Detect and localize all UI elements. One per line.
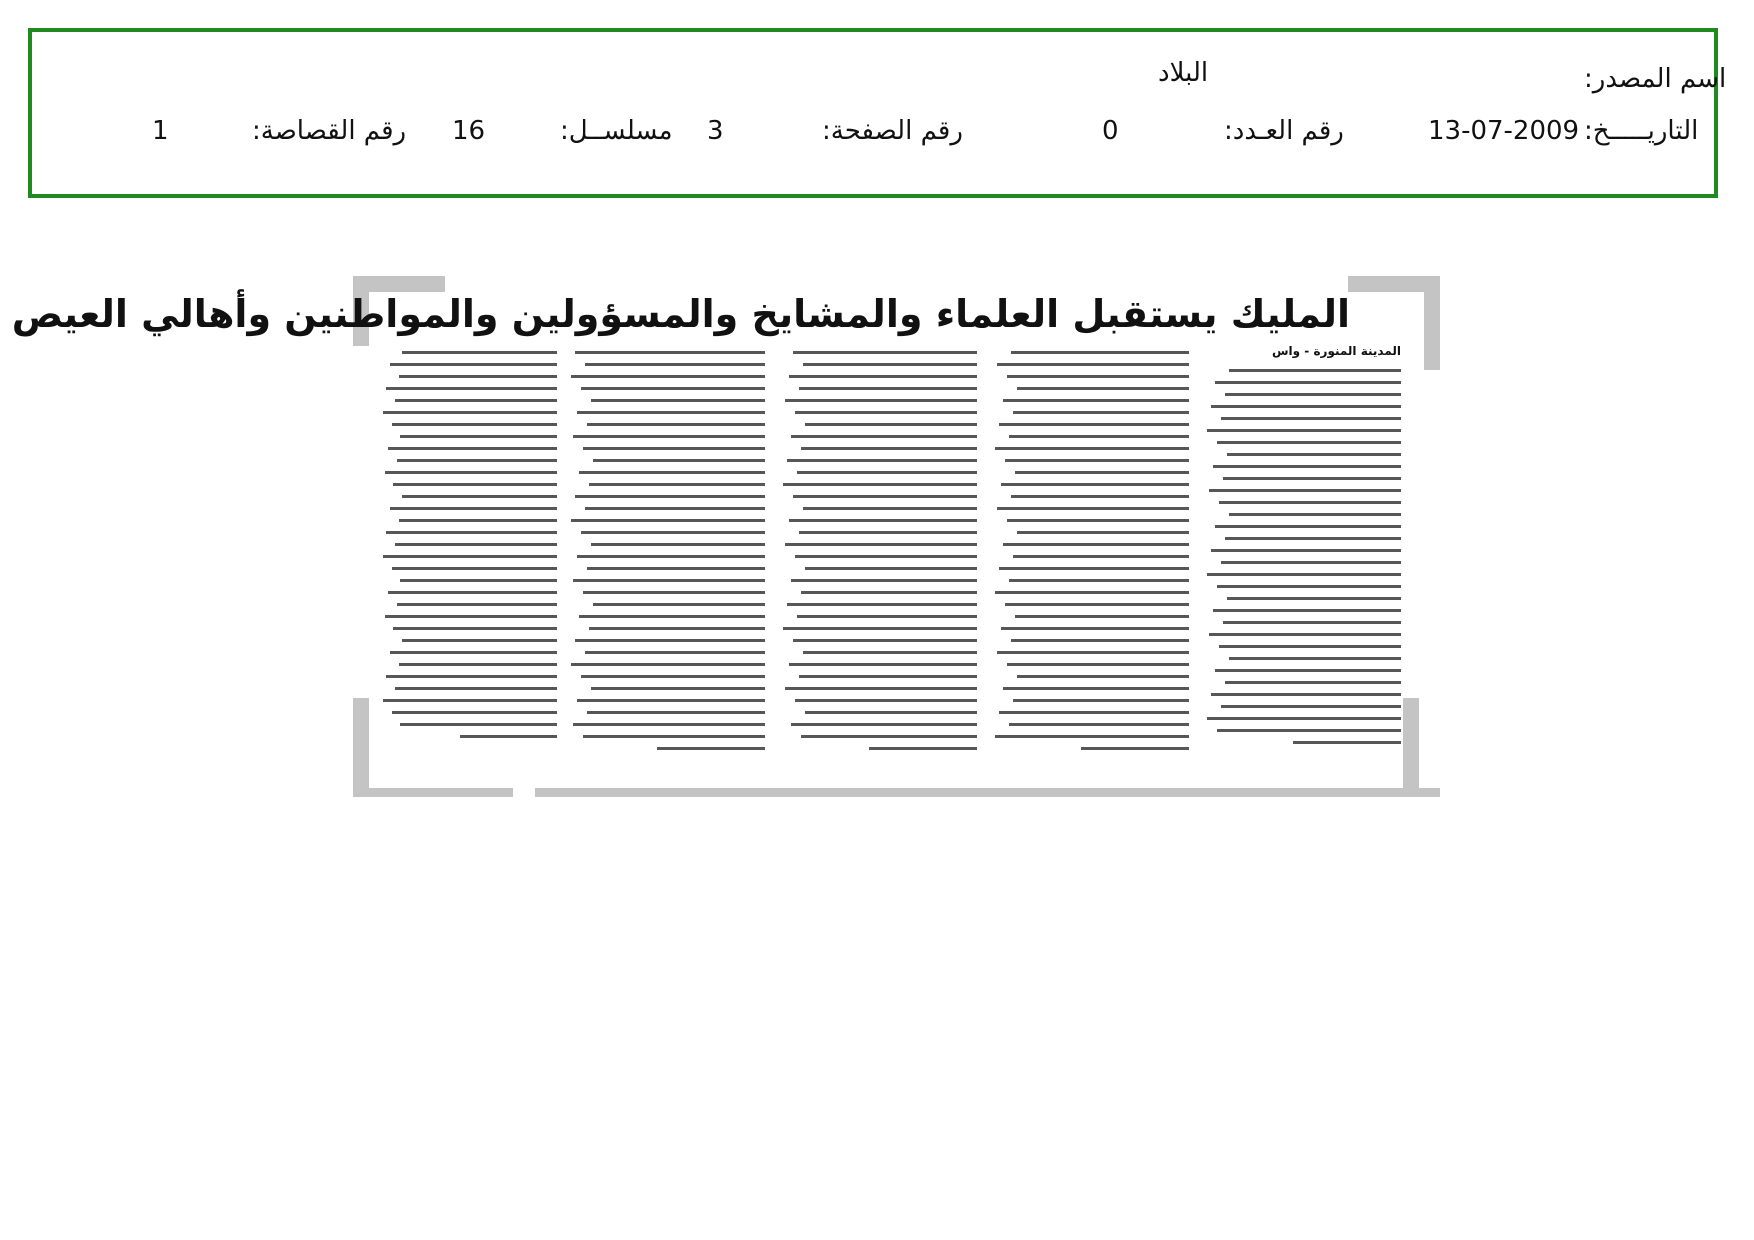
body-text-line	[995, 735, 1189, 738]
body-text-line	[1017, 387, 1189, 390]
body-text-line	[793, 495, 977, 498]
body-text-line	[393, 483, 557, 486]
body-text-line	[393, 627, 557, 630]
body-text-line	[799, 531, 977, 534]
body-text-line	[1215, 669, 1401, 672]
body-text-line	[783, 483, 977, 486]
body-text-line	[399, 663, 557, 666]
serial-label: مسلســل:	[560, 116, 673, 146]
body-text-line	[999, 423, 1189, 426]
body-text-line	[1003, 687, 1189, 690]
body-text-line	[803, 363, 977, 366]
body-text-line	[386, 531, 557, 534]
body-text-line	[1293, 741, 1401, 744]
body-text-line	[577, 699, 765, 702]
article-column-3	[781, 342, 977, 762]
body-text-line	[571, 663, 765, 666]
body-text-line	[997, 363, 1189, 366]
body-text-line	[1219, 645, 1401, 648]
body-text-line	[585, 507, 765, 510]
body-text-line	[787, 459, 977, 462]
body-text-line	[591, 687, 765, 690]
body-text-line	[1015, 471, 1189, 474]
body-text-line	[1219, 501, 1401, 504]
clipping-metadata-panel	[28, 28, 1727, 198]
body-text-line	[575, 495, 765, 498]
body-text-line	[795, 555, 977, 558]
body-text-line	[795, 699, 977, 702]
frame-edge-right-top	[1424, 276, 1440, 370]
body-text-line	[1221, 417, 1401, 420]
body-text-line	[1013, 555, 1189, 558]
body-text-line	[400, 435, 557, 438]
body-text-line	[395, 687, 557, 690]
date-label: التاريـــــخ:	[1584, 116, 1699, 146]
body-text-line	[1225, 537, 1401, 540]
body-text-line	[1007, 375, 1189, 378]
body-text-line	[999, 711, 1189, 714]
body-text-line	[1229, 513, 1401, 516]
body-text-line	[789, 519, 977, 522]
body-text-line	[1015, 615, 1189, 618]
body-text-line	[1013, 411, 1189, 414]
body-text-line	[657, 747, 765, 750]
body-text-line	[573, 435, 765, 438]
body-text-line	[801, 591, 977, 594]
body-text-line	[386, 387, 557, 390]
body-text-line	[1217, 585, 1401, 588]
body-text-line	[392, 711, 557, 714]
body-text-line	[395, 399, 557, 402]
body-text-line	[585, 363, 765, 366]
body-text-line	[589, 483, 765, 486]
frame-edge-left-bottom	[353, 698, 369, 788]
body-text-line	[581, 531, 765, 534]
body-text-line	[1215, 525, 1401, 528]
body-text-line	[460, 735, 557, 738]
body-text-line	[785, 543, 977, 546]
body-text-line	[1011, 495, 1189, 498]
body-text-line	[997, 507, 1189, 510]
body-text-line	[1211, 405, 1401, 408]
body-text-line	[383, 411, 557, 414]
body-text-line	[1007, 663, 1189, 666]
body-text-line	[1209, 489, 1401, 492]
body-text-line	[1017, 531, 1189, 534]
issue-label: رقم العـدد:	[1224, 116, 1344, 146]
body-text-line	[591, 399, 765, 402]
body-text-line	[579, 615, 765, 618]
body-text-line	[785, 399, 977, 402]
body-text-line	[587, 567, 765, 570]
body-text-line	[1007, 519, 1189, 522]
body-text-line	[1001, 627, 1189, 630]
body-text-line	[1223, 477, 1401, 480]
body-text-line	[591, 543, 765, 546]
source-label: اسم المصدر:	[1584, 64, 1727, 94]
body-text-line	[995, 591, 1189, 594]
body-text-line	[385, 615, 557, 618]
body-text-line	[581, 387, 765, 390]
body-text-line	[795, 411, 977, 414]
body-text-line	[1217, 441, 1401, 444]
body-text-line	[388, 591, 557, 594]
serial-value: 16	[452, 116, 486, 146]
body-text-line	[573, 723, 765, 726]
body-text-line	[1211, 549, 1401, 552]
body-text-line	[797, 615, 977, 618]
body-text-line	[399, 375, 557, 378]
body-text-line	[1209, 633, 1401, 636]
body-text-line	[793, 639, 977, 642]
body-text-line	[1221, 705, 1401, 708]
body-text-line	[805, 423, 977, 426]
body-text-line	[583, 447, 765, 450]
source-value: البلاد	[1158, 58, 1209, 88]
body-text-line	[579, 471, 765, 474]
body-text-line	[791, 723, 977, 726]
body-text-line	[1207, 717, 1401, 720]
body-text-line	[1213, 609, 1401, 612]
body-text-line	[1207, 429, 1401, 432]
body-text-line	[385, 471, 557, 474]
body-text-line	[577, 555, 765, 558]
body-text-line	[869, 747, 977, 750]
frame-bottom-left	[353, 788, 513, 797]
body-text-line	[577, 411, 765, 414]
body-text-line	[399, 519, 557, 522]
body-text-line	[787, 603, 977, 606]
body-text-line	[402, 639, 557, 642]
article-dateline: المدينة المنورة - واس	[1272, 344, 1401, 358]
body-text-line	[805, 711, 977, 714]
body-text-line	[1217, 729, 1401, 732]
body-text-line	[587, 711, 765, 714]
body-text-line	[803, 507, 977, 510]
body-text-line	[1009, 579, 1189, 582]
body-text-line	[571, 519, 765, 522]
body-text-line	[589, 627, 765, 630]
frame-edge-right-bottom	[1403, 698, 1419, 788]
frame-bottom-right	[535, 788, 1440, 797]
body-text-line	[587, 423, 765, 426]
body-text-line	[797, 471, 977, 474]
article-column-1	[1205, 342, 1401, 762]
article-column-4	[569, 342, 765, 762]
body-text-line	[571, 375, 765, 378]
body-text-line	[402, 351, 557, 354]
page-label: رقم الصفحة:	[822, 116, 963, 146]
body-text-line	[1221, 561, 1401, 564]
body-text-line	[1227, 597, 1401, 600]
clip-number-label: رقم القصاصة:	[252, 116, 407, 146]
clip-number-value: 1	[152, 116, 169, 146]
body-text-line	[1005, 459, 1189, 462]
body-text-line	[388, 447, 557, 450]
body-text-line	[997, 651, 1189, 654]
body-text-line	[785, 687, 977, 690]
body-text-line	[593, 459, 765, 462]
body-text-line	[390, 507, 557, 510]
article-column-5	[381, 342, 557, 762]
article-headline: المليك يستقبل العلماء والمشايخ والمسؤولين والمواطنين وأهالي العيص	[11, 292, 1350, 336]
issue-value: 0	[1102, 116, 1119, 146]
body-text-line	[575, 639, 765, 642]
date-value: 13-07-2009	[1428, 116, 1580, 146]
body-text-line	[397, 459, 557, 462]
body-text-line	[1225, 681, 1401, 684]
body-text-line	[383, 699, 557, 702]
body-text-line	[392, 567, 557, 570]
body-text-line	[573, 579, 765, 582]
body-text-line	[791, 435, 977, 438]
body-text-line	[1003, 399, 1189, 402]
body-text-line	[1009, 723, 1189, 726]
body-text-line	[1005, 603, 1189, 606]
body-text-line	[1011, 639, 1189, 642]
body-text-line	[793, 351, 977, 354]
body-text-line	[390, 651, 557, 654]
body-text-line	[1011, 351, 1189, 354]
body-text-line	[392, 423, 557, 426]
body-text-line	[803, 651, 977, 654]
body-text-line	[1223, 621, 1401, 624]
body-text-line	[1225, 393, 1401, 396]
body-text-line	[801, 735, 977, 738]
body-text-line	[585, 651, 765, 654]
body-text-line	[1229, 657, 1401, 660]
body-text-line	[1229, 369, 1401, 372]
page-value: 3	[707, 116, 724, 146]
body-text-line	[791, 579, 977, 582]
body-text-line	[1017, 675, 1189, 678]
body-text-line	[789, 375, 977, 378]
body-text-line	[1215, 381, 1401, 384]
body-text-line	[999, 567, 1189, 570]
body-text-line	[400, 723, 557, 726]
body-text-line	[1009, 435, 1189, 438]
newspaper-clipping	[11, 276, 1440, 806]
body-text-line	[789, 663, 977, 666]
body-text-line	[1003, 543, 1189, 546]
body-text-line	[783, 627, 977, 630]
article-column-2	[993, 342, 1189, 762]
body-text-line	[1013, 699, 1189, 702]
body-text-line	[1001, 483, 1189, 486]
body-text-line	[995, 447, 1189, 450]
body-text-line	[799, 675, 977, 678]
body-text-line	[1081, 747, 1189, 750]
body-text-line	[386, 675, 557, 678]
body-text-line	[397, 603, 557, 606]
body-text-line	[799, 387, 977, 390]
body-text-line	[1207, 573, 1401, 576]
body-text-line	[383, 555, 557, 558]
body-text-line	[402, 495, 557, 498]
body-text-line	[575, 351, 765, 354]
body-text-line	[1211, 693, 1401, 696]
body-text-line	[1227, 453, 1401, 456]
body-text-line	[400, 579, 557, 582]
body-text-line	[593, 603, 765, 606]
body-text-line	[390, 363, 557, 366]
body-text-line	[801, 447, 977, 450]
body-text-line	[583, 735, 765, 738]
body-text-line	[395, 543, 557, 546]
body-text-line	[581, 675, 765, 678]
body-text-line	[583, 591, 765, 594]
body-text-line	[1213, 465, 1401, 468]
body-text-line	[805, 567, 977, 570]
